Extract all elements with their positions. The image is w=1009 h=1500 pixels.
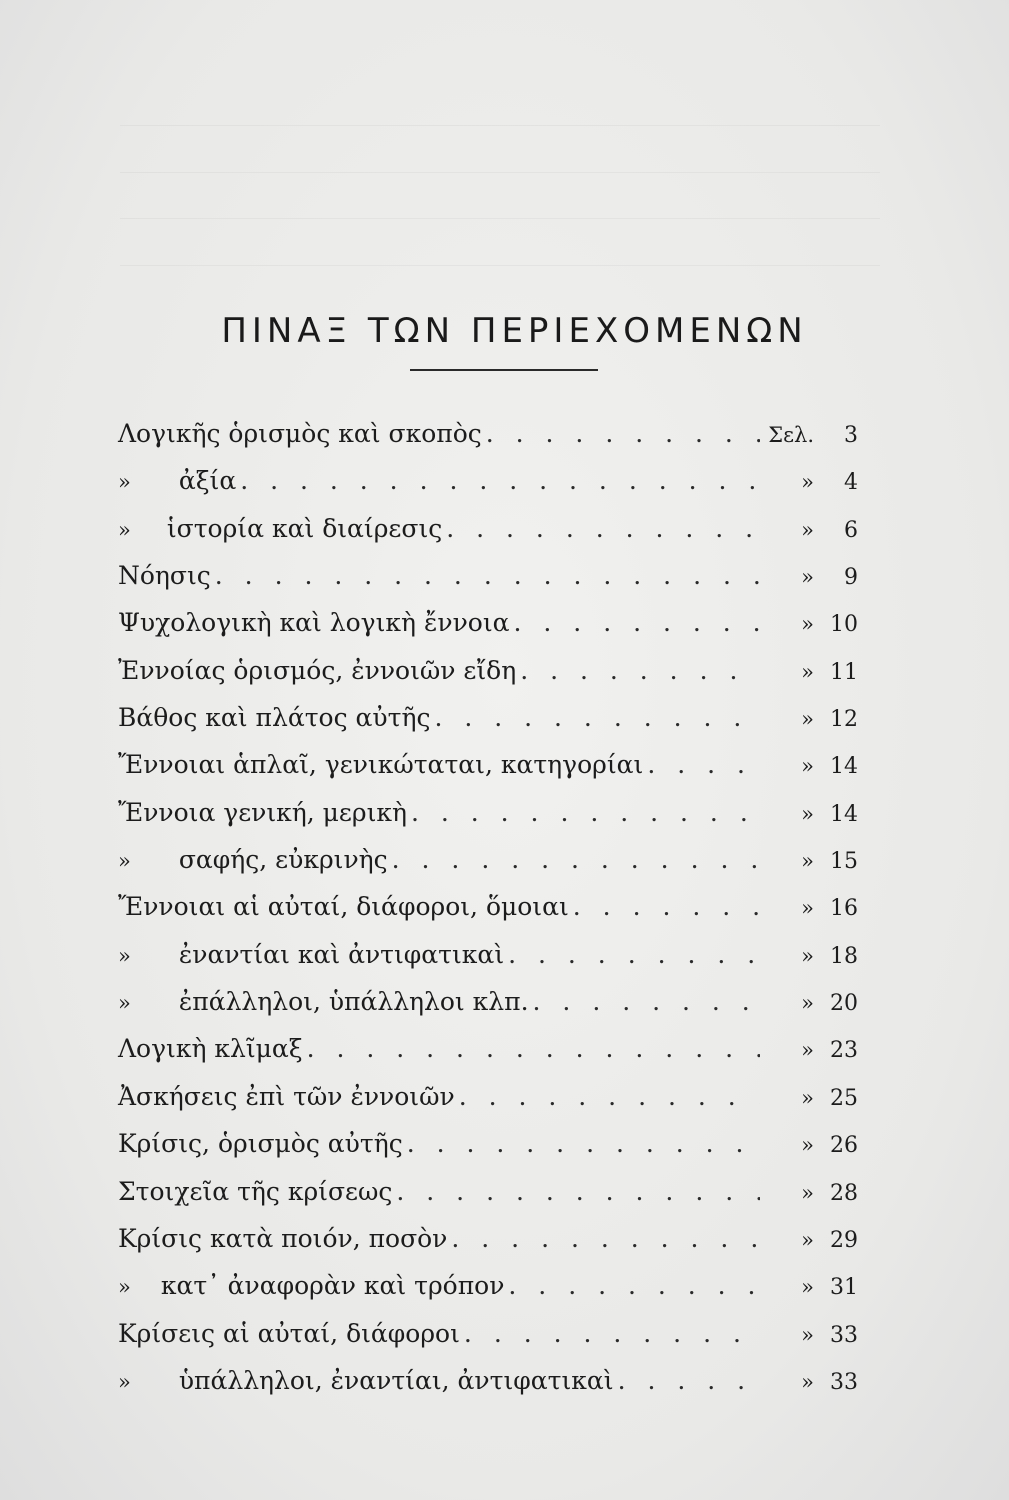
toc-page-number: 14	[830, 801, 858, 827]
toc-page-prefix: »	[801, 1275, 814, 1300]
toc-page-number: 18	[830, 943, 858, 969]
toc-entry-title: Ἐννοίας ὁρισμός, ἐννοιῶν εἴδη	[118, 655, 517, 685]
toc-page-number: 31	[830, 1275, 858, 1301]
toc-entry	[118, 931, 858, 978]
toc-entry	[118, 1120, 858, 1167]
toc-entry-title: Κρίσις κατὰ ποιόν, ποσὸν	[118, 1223, 448, 1253]
toc-page-prefix: »	[801, 991, 814, 1016]
toc-page-number: 29	[830, 1227, 858, 1253]
toc-page-number: 14	[830, 754, 858, 780]
toc-page-number: 4	[844, 470, 858, 496]
toc-entry-title: Ψυχολογικὴ καὶ λογικὴ ἔννοια	[118, 608, 510, 638]
dot-leader	[643, 741, 760, 788]
toc-page-number: 6	[844, 517, 858, 543]
toc-entry	[118, 1310, 858, 1357]
toc-page-prefix: »	[801, 612, 814, 637]
toc-entry	[118, 741, 858, 788]
toc-page-number: 9	[844, 565, 858, 591]
dot-leader	[510, 599, 760, 646]
dot-leader	[529, 978, 760, 1025]
dot-leader	[403, 1120, 760, 1167]
toc-entry	[118, 647, 858, 694]
toc-page-prefix: »	[801, 943, 814, 968]
dot-leader	[442, 505, 760, 552]
toc-page-prefix: »	[801, 896, 814, 921]
toc-page-prefix: »	[801, 1133, 814, 1158]
toc-page-prefix: »	[801, 754, 814, 779]
dot-leader	[455, 1073, 760, 1120]
table-of-contents	[118, 410, 858, 1404]
ditto-mark: »	[118, 849, 131, 874]
dot-leader	[211, 552, 760, 599]
toc-page-number: 33	[830, 1322, 858, 1348]
toc-page-number: 3	[844, 423, 858, 448]
toc-page-prefix: »	[801, 1085, 814, 1110]
toc-entry-title: ἀξία	[178, 466, 237, 496]
show-through	[120, 265, 880, 266]
toc-page-number: 26	[830, 1133, 858, 1159]
toc-entry-title: κατ᾿ ἀναφορὰν καὶ τρόπον	[160, 1271, 505, 1301]
toc-page-number: 25	[830, 1085, 858, 1111]
dot-leader	[236, 457, 760, 504]
toc-page-number: 20	[830, 991, 858, 1017]
toc-entry-title: Ἀσκήσεις ἐπὶ τῶν ἐννοιῶν	[118, 1081, 455, 1111]
toc-page-number: 15	[830, 849, 858, 875]
toc-page-prefix: Σελ.	[768, 423, 814, 447]
dot-leader	[430, 694, 760, 741]
ditto-mark: »	[118, 1369, 131, 1394]
toc-entry	[118, 883, 858, 930]
dot-leader	[303, 1025, 760, 1072]
toc-entry-title: Βάθος καὶ πλάτος αὐτῆς	[118, 703, 431, 733]
toc-entry-title: ὑπάλληλοι, ἐναντίαι, ἀντιφατικαὶ	[178, 1365, 614, 1395]
toc-entry-title: Λογικῆς ὁρισμὸς καὶ σκοπὸς	[118, 419, 482, 448]
dot-leader	[614, 1357, 760, 1404]
toc-page-number: 16	[830, 896, 858, 922]
toc-entry	[118, 505, 858, 552]
dot-leader	[392, 1168, 760, 1215]
toc-entry-title: Ἔννοια γενική, μερικὴ	[118, 797, 407, 827]
toc-entry	[118, 836, 858, 883]
toc-entry-title: Κρίσις, ὁρισμὸς αὐτῆς	[118, 1129, 403, 1159]
ditto-mark: »	[118, 1275, 131, 1300]
show-through	[120, 125, 880, 126]
dot-leader	[516, 647, 760, 694]
toc-entry-title: Ἔννοιαι ἁπλαῖ, γενικώταται, κατηγορίαι	[118, 750, 644, 780]
toc-entry-title: Κρίσεις αἱ αὐταί, διάφοροι	[118, 1318, 460, 1348]
toc-page-prefix: »	[801, 1369, 814, 1394]
page-title: ΠΙΝΑΞ ΤΩΝ ΠΕΡΙΕΧΟΜΕΝΩΝ	[221, 310, 808, 351]
toc-page-prefix: »	[801, 565, 814, 590]
toc-entry	[118, 457, 858, 504]
toc-entry	[118, 599, 858, 646]
toc-page-prefix: »	[801, 1227, 814, 1252]
toc-entry-title: Λογικὴ κλῖμαξ	[118, 1034, 303, 1064]
toc-page-prefix: »	[801, 849, 814, 874]
toc-page-prefix: »	[801, 470, 814, 495]
ditto-mark: »	[118, 517, 131, 542]
toc-page-number: 28	[830, 1180, 858, 1206]
dot-leader	[569, 883, 760, 930]
toc-page-prefix: »	[801, 1038, 814, 1063]
toc-entry	[118, 1073, 858, 1120]
dot-leader	[504, 931, 760, 978]
toc-page-prefix: »	[801, 659, 814, 684]
toc-entry	[118, 1357, 858, 1404]
title-rule	[410, 369, 598, 371]
toc-page-number: 33	[830, 1369, 858, 1395]
toc-page-prefix: »	[801, 1180, 814, 1205]
toc-entry-title: ἱστορία καὶ διαίρεσις	[166, 513, 443, 543]
toc-page-number: 10	[830, 612, 858, 638]
dot-leader	[460, 1310, 760, 1357]
toc-page-number: 12	[830, 707, 858, 733]
ditto-mark: »	[118, 470, 131, 495]
toc-page-number: 23	[830, 1038, 858, 1064]
toc-entry	[118, 789, 858, 836]
dot-leader	[447, 1215, 760, 1262]
dot-leader	[407, 789, 760, 836]
toc-entry	[118, 410, 858, 457]
show-through	[120, 218, 880, 219]
toc-page-prefix: »	[801, 801, 814, 826]
toc-entry	[118, 978, 858, 1025]
toc-entry	[118, 1025, 858, 1072]
toc-page-prefix: »	[801, 1322, 814, 1347]
toc-page-prefix: »	[801, 707, 814, 732]
toc-page-number: 11	[830, 659, 858, 685]
dot-leader	[504, 1262, 760, 1309]
show-through	[120, 172, 880, 173]
ditto-mark: »	[118, 991, 131, 1016]
toc-entry	[118, 1168, 858, 1215]
toc-entry	[118, 1262, 858, 1309]
ditto-mark: »	[118, 943, 131, 968]
toc-entry-title: ἐναντίαι καὶ ἀντιφατικαὶ	[178, 939, 505, 969]
toc-entry-title: Στοιχεῖα τῆς κρίσεως	[118, 1176, 393, 1206]
dot-leader	[388, 836, 760, 883]
toc-entry	[118, 1215, 858, 1262]
toc-entry	[118, 694, 858, 741]
toc-entry-title: Ἔννοιαι αἱ αὐταί, διάφοροι, ὅμοιαι	[118, 892, 569, 922]
toc-page-prefix: »	[801, 517, 814, 542]
toc-entry-title: σαφής, εὐκρινὴς	[178, 845, 388, 875]
toc-entry-title: ἐπάλληλοι, ὑπάλληλοι κλπ.	[178, 987, 529, 1017]
toc-entry	[118, 552, 858, 599]
toc-entry-title: Νόησις	[118, 561, 211, 591]
dot-leader	[482, 410, 760, 457]
